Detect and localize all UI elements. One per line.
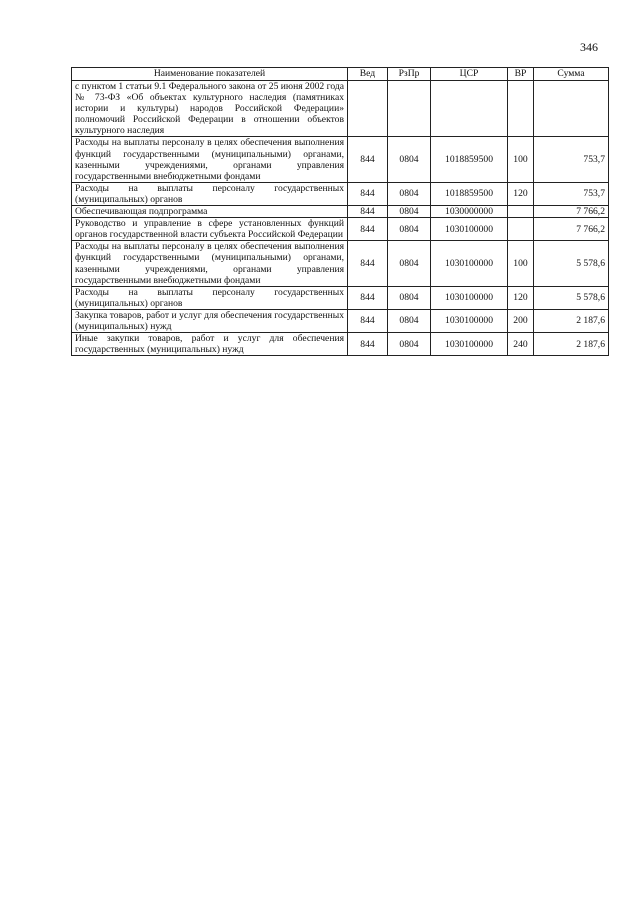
row-name: Руководство и управление в сфере установленных функций органов государственной власти субъекта Российской Федерации [72, 218, 348, 241]
row-rzpr: 0804 [388, 218, 431, 241]
table-header-row [72, 68, 609, 81]
header-sum: Сумма [534, 68, 609, 81]
row-vr [508, 218, 534, 241]
row-name: Расходы на выплаты персоналу государственных (муниципальных) органов [72, 286, 348, 309]
row-ved: 844 [348, 137, 388, 182]
row-sum: 7 766,2 [534, 206, 609, 218]
row-sum: 7 766,2 [534, 218, 609, 241]
row-sum: 753,7 [534, 182, 609, 205]
row-csr: 1030100000 [431, 241, 508, 286]
page-number: 346 [580, 40, 598, 54]
row-rzpr: 0804 [388, 286, 431, 309]
row-csr: 1030100000 [431, 218, 508, 241]
row-rzpr: 0804 [388, 182, 431, 205]
budget-table [71, 67, 609, 356]
row-ved [348, 81, 388, 137]
row-name: Обеспечивающая подпрограмма [72, 206, 348, 218]
row-sum: 5 578,6 [534, 241, 609, 286]
table-row [72, 137, 609, 182]
header-rzpr: РзПр [388, 68, 431, 81]
row-name: с пунктом 1 статьи 9.1 Федерального закона от 25 июня 2002 года № 73-ФЗ «Об объектах культурного наследия (памятниках истории и культуры) народов Российской Федерации» полномочий Российской Федерации в отношении объектов культурного наследия [72, 81, 348, 137]
row-sum [534, 81, 609, 137]
row-vr: 120 [508, 286, 534, 309]
row-name: Расходы на выплаты персоналу государственных (муниципальных) органов [72, 182, 348, 205]
row-ved: 844 [348, 218, 388, 241]
table-row [72, 206, 609, 218]
row-vr: 100 [508, 241, 534, 286]
table-row [72, 333, 609, 356]
row-rzpr [388, 81, 431, 137]
row-csr: 1018859500 [431, 137, 508, 182]
row-rzpr: 0804 [388, 309, 431, 332]
row-ved: 844 [348, 309, 388, 332]
row-csr: 1030000000 [431, 206, 508, 218]
row-csr: 1018859500 [431, 182, 508, 205]
row-sum: 2 187,6 [534, 333, 609, 356]
row-name: Закупка товаров, работ и услуг для обеспечения государственных (муниципальных) нужд [72, 309, 348, 332]
row-vr [508, 81, 534, 137]
table-row [72, 218, 609, 241]
row-ved: 844 [348, 182, 388, 205]
row-vr: 200 [508, 309, 534, 332]
row-vr: 240 [508, 333, 534, 356]
row-ved: 844 [348, 333, 388, 356]
table-row [72, 241, 609, 286]
row-rzpr: 0804 [388, 137, 431, 182]
row-sum: 753,7 [534, 137, 609, 182]
row-csr: 1030100000 [431, 309, 508, 332]
row-vr: 100 [508, 137, 534, 182]
header-csr: ЦСР [431, 68, 508, 81]
table-row [72, 81, 609, 137]
row-csr: 1030100000 [431, 333, 508, 356]
row-vr: 120 [508, 182, 534, 205]
row-csr [431, 81, 508, 137]
row-rzpr: 0804 [388, 333, 431, 356]
row-csr: 1030100000 [431, 286, 508, 309]
row-ved: 844 [348, 241, 388, 286]
row-ved: 844 [348, 286, 388, 309]
row-ved: 844 [348, 206, 388, 218]
row-rzpr: 0804 [388, 241, 431, 286]
row-sum: 2 187,6 [534, 309, 609, 332]
header-name: Наименование показателей [72, 68, 348, 81]
row-sum: 5 578,6 [534, 286, 609, 309]
header-vr: ВР [508, 68, 534, 81]
row-name: Расходы на выплаты персоналу в целях обеспечения выполнения функций государственными (муниципальными) органами, казенными учреждениями, органами управления государственными внебюджетными фондами [72, 137, 348, 182]
row-rzpr: 0804 [388, 206, 431, 218]
row-vr [508, 206, 534, 218]
table-row [72, 286, 609, 309]
row-name: Иные закупки товаров, работ и услуг для обеспечения государственных (муниципальных) нужд [72, 333, 348, 356]
header-ved: Вед [348, 68, 388, 81]
table-row [72, 309, 609, 332]
table-row [72, 182, 609, 205]
row-name: Расходы на выплаты персоналу в целях обеспечения выполнения функций государственными (муниципальными) органами, казенными учреждениями, органами управления государственными внебюджетными фондами [72, 241, 348, 286]
